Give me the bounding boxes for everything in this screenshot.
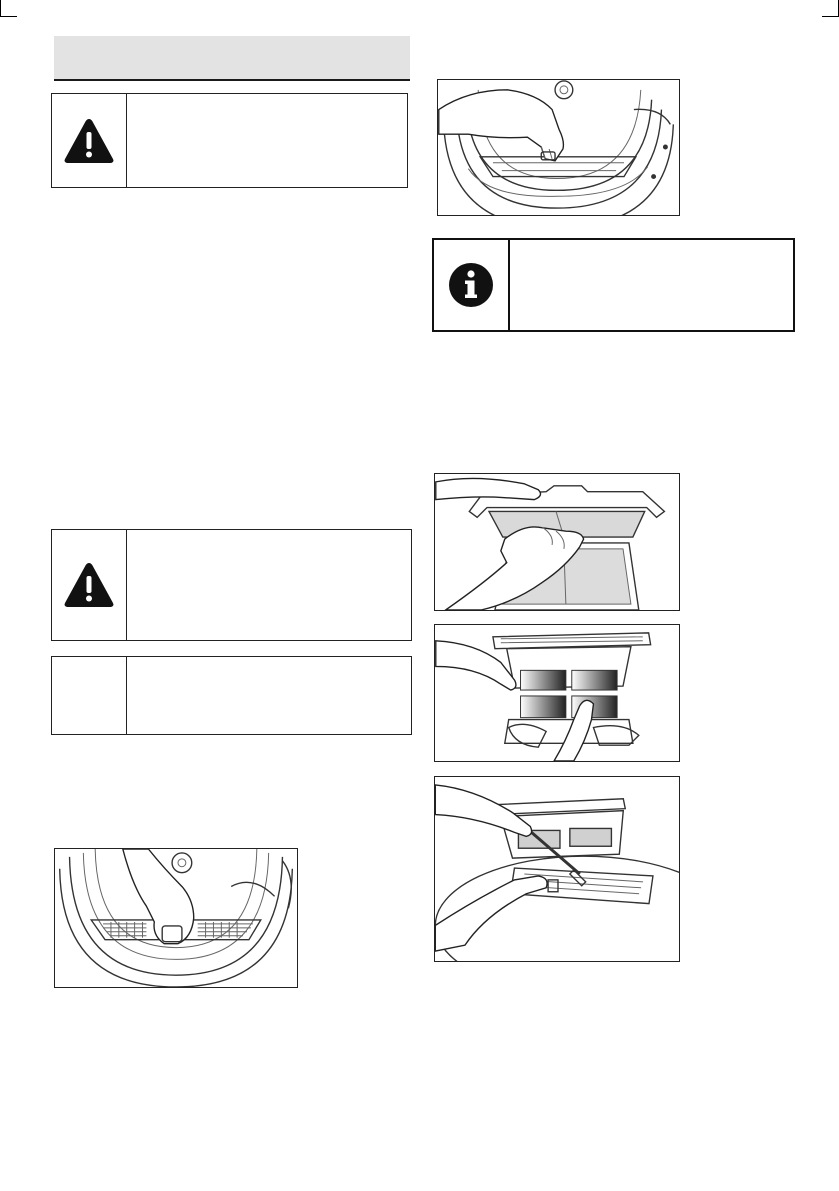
filter-lint-removal-illustration xyxy=(435,474,679,610)
section-header xyxy=(54,36,410,81)
info-notice xyxy=(432,238,795,332)
info-circle-icon xyxy=(447,261,495,309)
warning-triangle-icon xyxy=(62,560,116,610)
warning-notice xyxy=(51,93,408,188)
info-icon-cell xyxy=(434,240,510,330)
crop-mark-top-left xyxy=(0,0,17,17)
figure-open-lint-filter xyxy=(434,473,680,611)
note-icon-cell xyxy=(52,657,127,734)
figure-wipe-filter-mesh xyxy=(434,624,680,762)
warning-notice xyxy=(51,529,412,641)
filter-housing-brushing-illustration xyxy=(435,777,679,961)
lint-filter-insertion-illustration xyxy=(55,849,297,987)
figure-insert-lint-filter xyxy=(54,848,298,988)
lint-filter-removal-illustration xyxy=(438,80,679,215)
note-notice xyxy=(51,656,412,735)
figure-remove-lint-filter xyxy=(437,79,680,216)
filter-mesh-wiping-illustration xyxy=(435,625,679,761)
warning-icon-cell xyxy=(52,94,127,187)
warning-icon-cell xyxy=(52,530,127,640)
warning-triangle-icon xyxy=(62,116,116,166)
figure-brush-filter-housing xyxy=(434,776,680,962)
crop-mark-top-right xyxy=(822,0,839,17)
